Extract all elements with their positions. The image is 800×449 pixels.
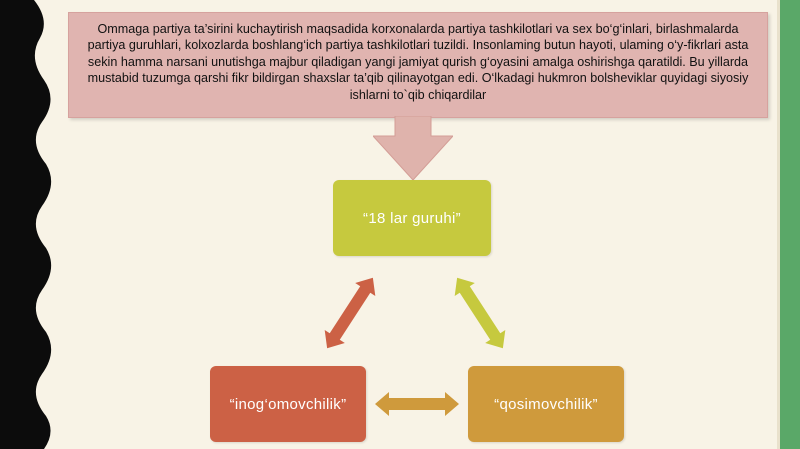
node-18-lar-guruhi [333,180,491,256]
arrow-top-left [317,271,383,355]
node-top-label: “18 lar guruhi” [363,209,461,227]
arrow-top-right [447,271,513,355]
node-qosimovchilik [468,366,624,442]
node-left-label: “inog‘omovchilik” [229,395,347,413]
arrow-bottom [375,392,459,416]
node-right-label: “qosimovchilik” [494,395,598,413]
node-inogomovchilik [210,366,366,442]
intro-text: Ommaga partiya ta’sirini kuchaytirish maqsadida korxonalarda partiya tashkilotlari va sex bo‘g‘inlari, birlashmalarda partiya guruhlari, kolxozlarda boshlang‘ich partiya tashkilotlari tuzildi. Insonlaming butun hayoti, ulaming o‘y-fikrlari asta sekin hamma narsani unutishga majbur qiladigan yangi jamiyat qurish g‘oyasini amalga oshirishga qaratildi. Bu yillarda mustabid tuzumga qarshi fikr bildirgan shaxslar ta’qib qilinayotgan edi. O‘lkadagi hukmron bolsheviklar quyidagi siyosiy ishlarni to`qib chiqardilar [87,22,749,102]
